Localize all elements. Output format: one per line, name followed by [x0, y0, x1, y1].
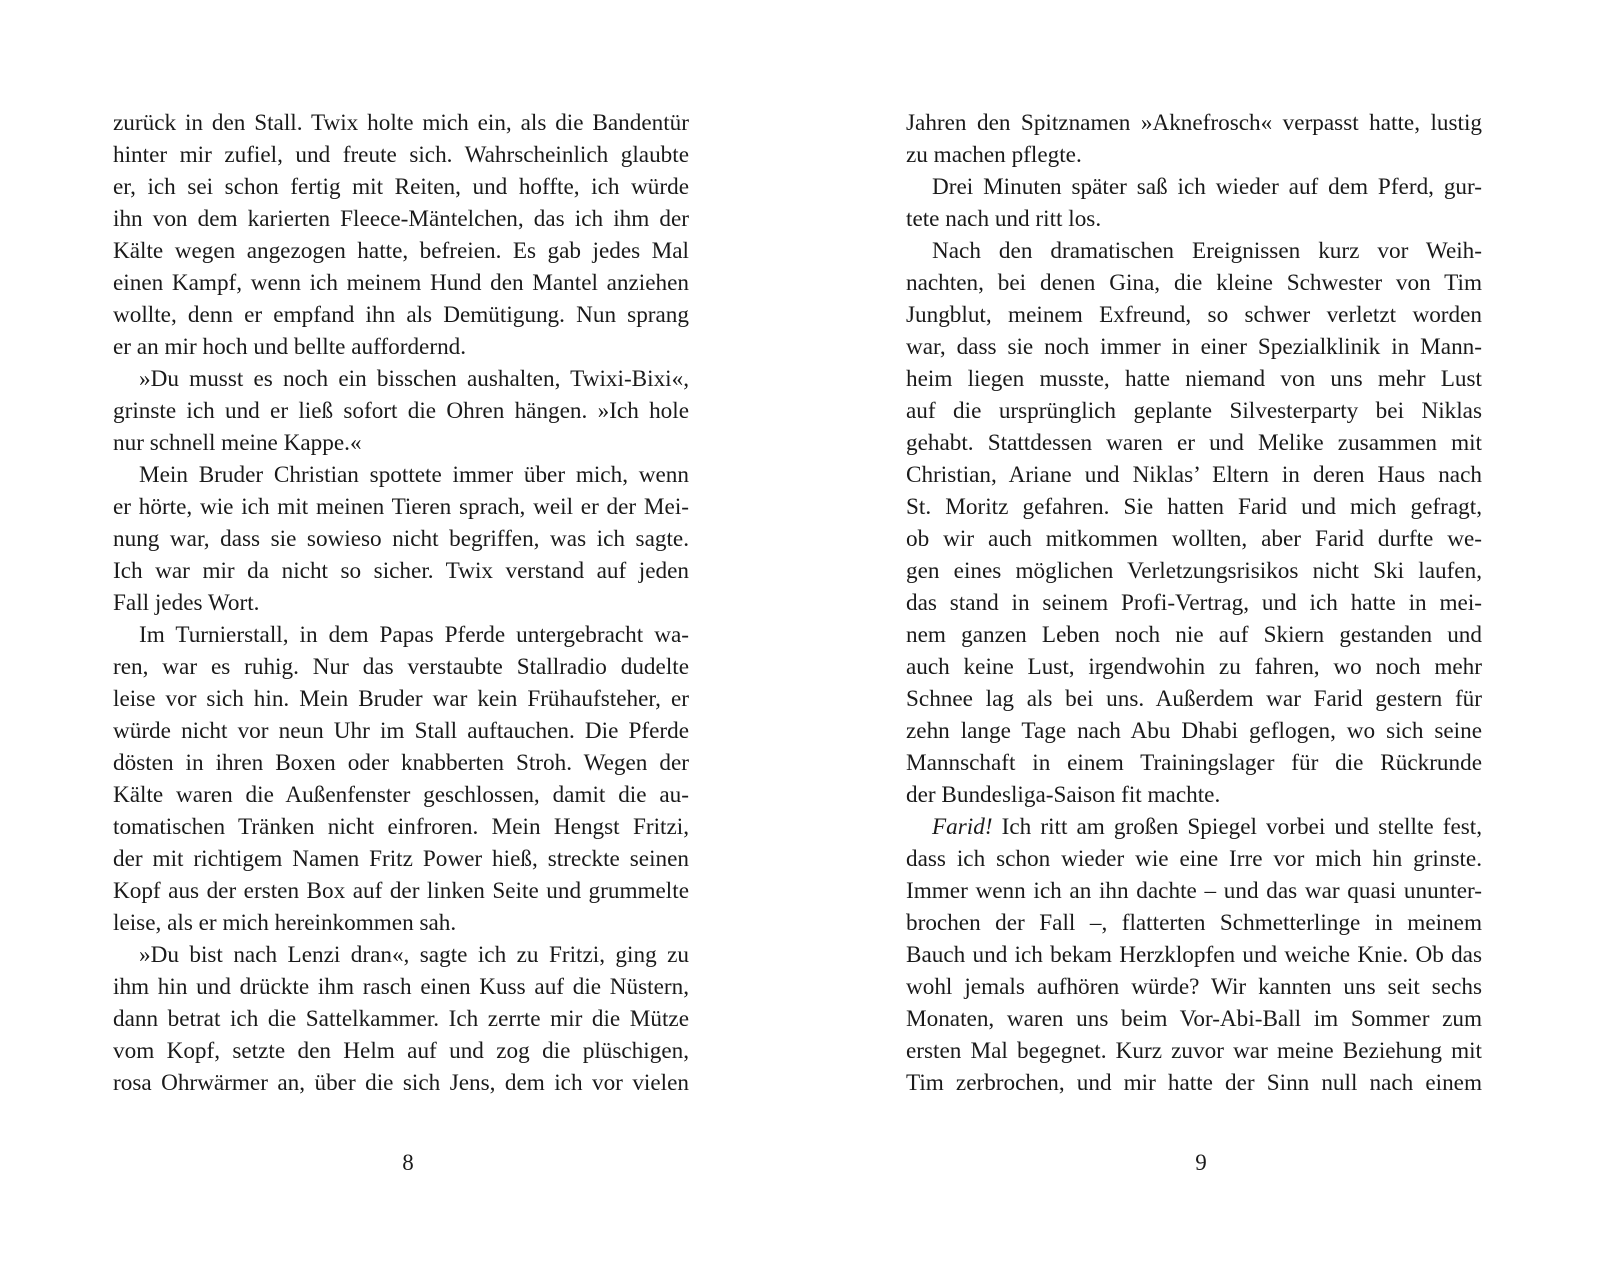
text-line: würde nicht vor neun Uhr im Stall auftauchen. Die Pferde — [113, 718, 689, 744]
text-line: Bauch und ich bekam Herzklopfen und weiche Knie. Ob das — [906, 942, 1482, 968]
text-line: dösten in ihren Boxen oder knabberten Stroh. Wegen der — [113, 750, 689, 776]
text-line: Tim zerbrochen, und mir hatte der Sinn null nach einem — [906, 1070, 1482, 1096]
text-line: war, dass sie noch immer in einer Spezialklinik in Mann- — [906, 334, 1482, 360]
text-line: Immer wenn ich an ihn dachte – und das war quasi ununter- — [906, 878, 1482, 904]
text-line: heim liegen musste, hatte niemand von uns mehr Lust — [906, 366, 1482, 392]
right-page-text — [906, 107, 1482, 1099]
text-line: gen eines möglichen Verletzungsrisikos nicht Ski laufen, — [906, 558, 1482, 584]
emphasis-farid: Farid! — [932, 814, 993, 840]
text-line: Mannschaft in einem Trainingslager für die Rückrunde — [906, 750, 1482, 776]
text-line: vom Kopf, setzte den Helm auf und zog die plüschigen, — [113, 1038, 689, 1064]
text-line: wohl jemals aufhören würde? Wir kannten uns seit sechs — [906, 974, 1482, 1000]
text-line: der Bundesliga-Saison fit machte. — [906, 782, 1221, 808]
text-line: grinste ich und er ließ sofort die Ohren hängen. »Ich hole — [113, 398, 689, 424]
text-line: Jungblut, meinem Exfreund, so schwer verletzt worden — [906, 302, 1482, 328]
text-line: tomatischen Tränken nicht einfroren. Mein Hengst Fritzi, — [113, 814, 689, 840]
left-page-text — [113, 107, 689, 1099]
text-line: tete nach und ritt los. — [906, 206, 1102, 232]
text-line: Fall jedes Wort. — [113, 590, 260, 616]
text-line: ersten Mal begegnet. Kurz zuvor war meine Beziehung mit — [906, 1038, 1482, 1064]
text-line: ob wir auch mitkommen wollten, aber Farid durfte we- — [906, 526, 1482, 552]
text-line: Kälte waren die Außenfenster geschlossen, damit die au- — [113, 782, 689, 808]
page-number-right: 9 — [1195, 1150, 1207, 1175]
text-line: Mein Bruder Christian spottete immer über mich, wenn — [139, 462, 689, 488]
text-line: dass ich schon wieder wie eine Irre vor mich hin grinste. — [906, 846, 1482, 872]
text-line: er, ich sei schon fertig mit Reiten, und hoffte, ich würde — [113, 174, 689, 200]
text-line: nachten, bei denen Gina, die kleine Schwester von Tim — [906, 270, 1482, 296]
text-line: »Du bist nach Lenzi dran«, sagte ich zu Fritzi, ging zu — [139, 942, 689, 968]
text-line: St. Moritz gefahren. Sie hatten Farid und mich gefragt, — [906, 494, 1482, 520]
text-line: Kopf aus der ersten Box auf der linken Seite und grummelte — [113, 878, 689, 904]
text-line: der mit richtigem Namen Fritz Power hieß, streckte seinen — [113, 846, 689, 872]
text-line: Im Turnierstall, in dem Papas Pferde untergebracht wa- — [139, 622, 689, 648]
text-line: Ich war mir da nicht so sicher. Twix verstand auf jeden — [113, 558, 689, 584]
text-line: Drei Minuten später saß ich wieder auf dem Pferd, gur- — [932, 174, 1482, 200]
text-line: gehabt. Stattdessen waren er und Melike zusammen mit — [906, 430, 1482, 456]
text-line: Christian, Ariane und Niklas’ Eltern in deren Haus nach — [906, 462, 1482, 488]
text-line: er an mir hoch und bellte auffordernd. — [113, 334, 467, 360]
text-line: auf die ursprünglich geplante Silvesterparty bei Niklas — [906, 398, 1482, 424]
text-line — [906, 811, 1482, 843]
text-line: ihn von dem karierten Fleece-Mäntelchen, das ich ihm der — [113, 206, 689, 232]
text-line: auch keine Lust, irgendwohin zu fahren, wo noch mehr — [906, 654, 1482, 680]
text-line: Nach den dramatischen Ereignissen kurz vor Weih- — [932, 238, 1482, 264]
text-line: zu machen pflegte. — [906, 142, 1082, 168]
text-line: ihm hin und drückte ihm rasch einen Kuss auf die Nüstern, — [113, 974, 689, 1000]
text-line: dann betrat ich die Sattelkammer. Ich zerrte mir die Mütze — [113, 1006, 689, 1032]
text-line: das stand in seinem Profi-Vertrag, und ich hatte in mei- — [906, 590, 1482, 616]
text-line: leise, als er mich hereinkommen sah. — [113, 910, 457, 936]
text-line-rest: Ich ritt am großen Spiegel vorbei und stellte fest, — [992, 814, 1482, 840]
text-line: Jahren den Spitznamen »Aknefrosch« verpasst hatte, lustig — [906, 110, 1482, 136]
text-line: einen Kampf, wenn ich meinem Hund den Mantel anziehen — [113, 270, 689, 296]
text-line: hinter mir zufiel, und freute sich. Wahrscheinlich glaubte — [113, 142, 689, 168]
text-line: nur schnell meine Kappe.« — [113, 430, 362, 456]
text-line: nung war, dass sie sowieso nicht begriffen, was ich sagte. — [113, 526, 689, 552]
text-line: zehn lange Tage nach Abu Dhabi geflogen, wo sich seine — [906, 718, 1482, 744]
text-line: nem ganzen Leben noch nie auf Skiern gestanden und — [906, 622, 1482, 648]
text-line: brochen der Fall –, flatterten Schmetterlinge in meinem — [906, 910, 1482, 936]
text-line: Schnee lag als bei uns. Außerdem war Farid gestern für — [906, 686, 1482, 712]
text-line: rosa Ohrwärmer an, über die sich Jens, dem ich vor vielen — [113, 1070, 689, 1096]
text-line: zurück in den Stall. Twix holte mich ein, als die Bandentür — [113, 110, 689, 136]
text-line: Kälte wegen angezogen hatte, befreien. Es gab jedes Mal — [113, 238, 689, 264]
page-number-left: 8 — [402, 1150, 414, 1175]
text-line: leise vor sich hin. Mein Bruder war kein Frühaufsteher, er — [113, 686, 689, 712]
text-line: »Du musst es noch ein bisschen aushalten, Twixi-Bixi«, — [139, 366, 689, 392]
text-line: wollte, denn er empfand ihn als Demütigung. Nun sprang — [113, 302, 689, 328]
text-line: Monaten, waren uns beim Vor-Abi-Ball im Sommer zum — [906, 1006, 1482, 1032]
text-line: er hörte, wie ich mit meinen Tieren sprach, weil er der Mei- — [113, 494, 689, 520]
text-line: ren, war es ruhig. Nur das verstaubte Stallradio dudelte — [113, 654, 689, 680]
